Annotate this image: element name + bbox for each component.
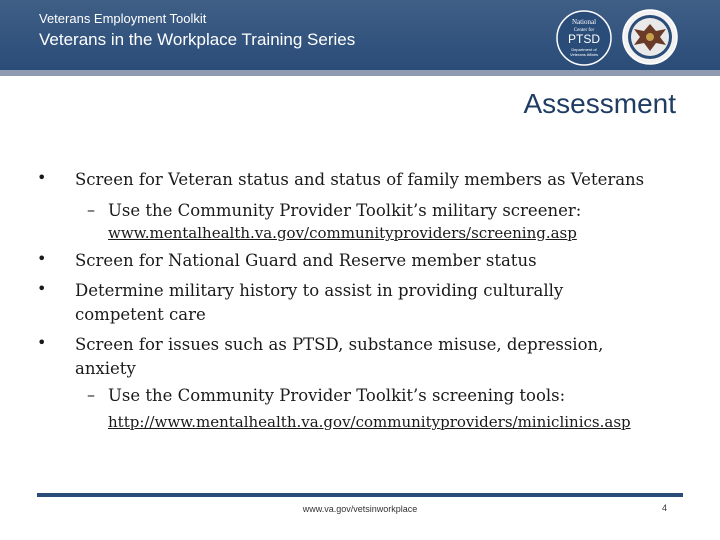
dash-marker: – xyxy=(87,200,95,219)
toolkit-name: Veterans Employment Toolkit xyxy=(39,11,207,26)
series-name: Veterans in the Workplace Training Series xyxy=(39,30,356,49)
bullet-screen-issues-line2: anxiety xyxy=(75,359,136,378)
bullet-screen-issues-line1: Screen for issues such as PTSD, substance misuse, depression, xyxy=(75,335,604,354)
bullet-military-history-line1: Determine military history to assist in providing culturally xyxy=(75,281,564,300)
footer-url: www.va.gov/vetsinworkplace xyxy=(302,504,418,514)
slide-title: Assessment xyxy=(523,88,676,119)
page-number: 4 xyxy=(662,503,668,513)
ptsd-logo-line1: National xyxy=(571,18,597,26)
ptsd-logo-line4: Department of xyxy=(571,47,597,52)
bullet-marker: • xyxy=(37,279,47,298)
ptsd-logo-acronym: PTSD xyxy=(567,32,601,46)
miniclinics-link[interactable]: http://www.mentalhealth.va.gov/communityproviders/miniclinics.asp xyxy=(108,413,631,431)
bullet-military-history-line2: competent care xyxy=(75,305,206,324)
ptsd-logo-line5: Veterans Affairs xyxy=(570,52,598,57)
sub-bullet-military-screener: Use the Community Provider Toolkit’s military screener: xyxy=(108,201,582,220)
screener-link[interactable]: www.mentalhealth.va.gov/communityproviders/screening.asp xyxy=(108,224,577,242)
sub-bullet-screening-tools: Use the Community Provider Toolkit’s screening tools: xyxy=(108,386,566,405)
footer-divider xyxy=(37,493,683,497)
ptsd-logo-line2: Center for xyxy=(573,28,595,33)
dash-marker: – xyxy=(87,385,95,404)
bullet-marker: • xyxy=(37,249,47,268)
screener-link-line xyxy=(108,221,577,245)
bullet-marker: • xyxy=(37,168,47,187)
bullet-marker: • xyxy=(37,333,47,352)
bullet-veteran-status: Screen for Veteran status and status of family members as Veterans xyxy=(75,170,645,189)
miniclinics-link-line xyxy=(108,410,631,434)
bullet-guard-reserve: Screen for National Guard and Reserve member status xyxy=(75,251,537,270)
